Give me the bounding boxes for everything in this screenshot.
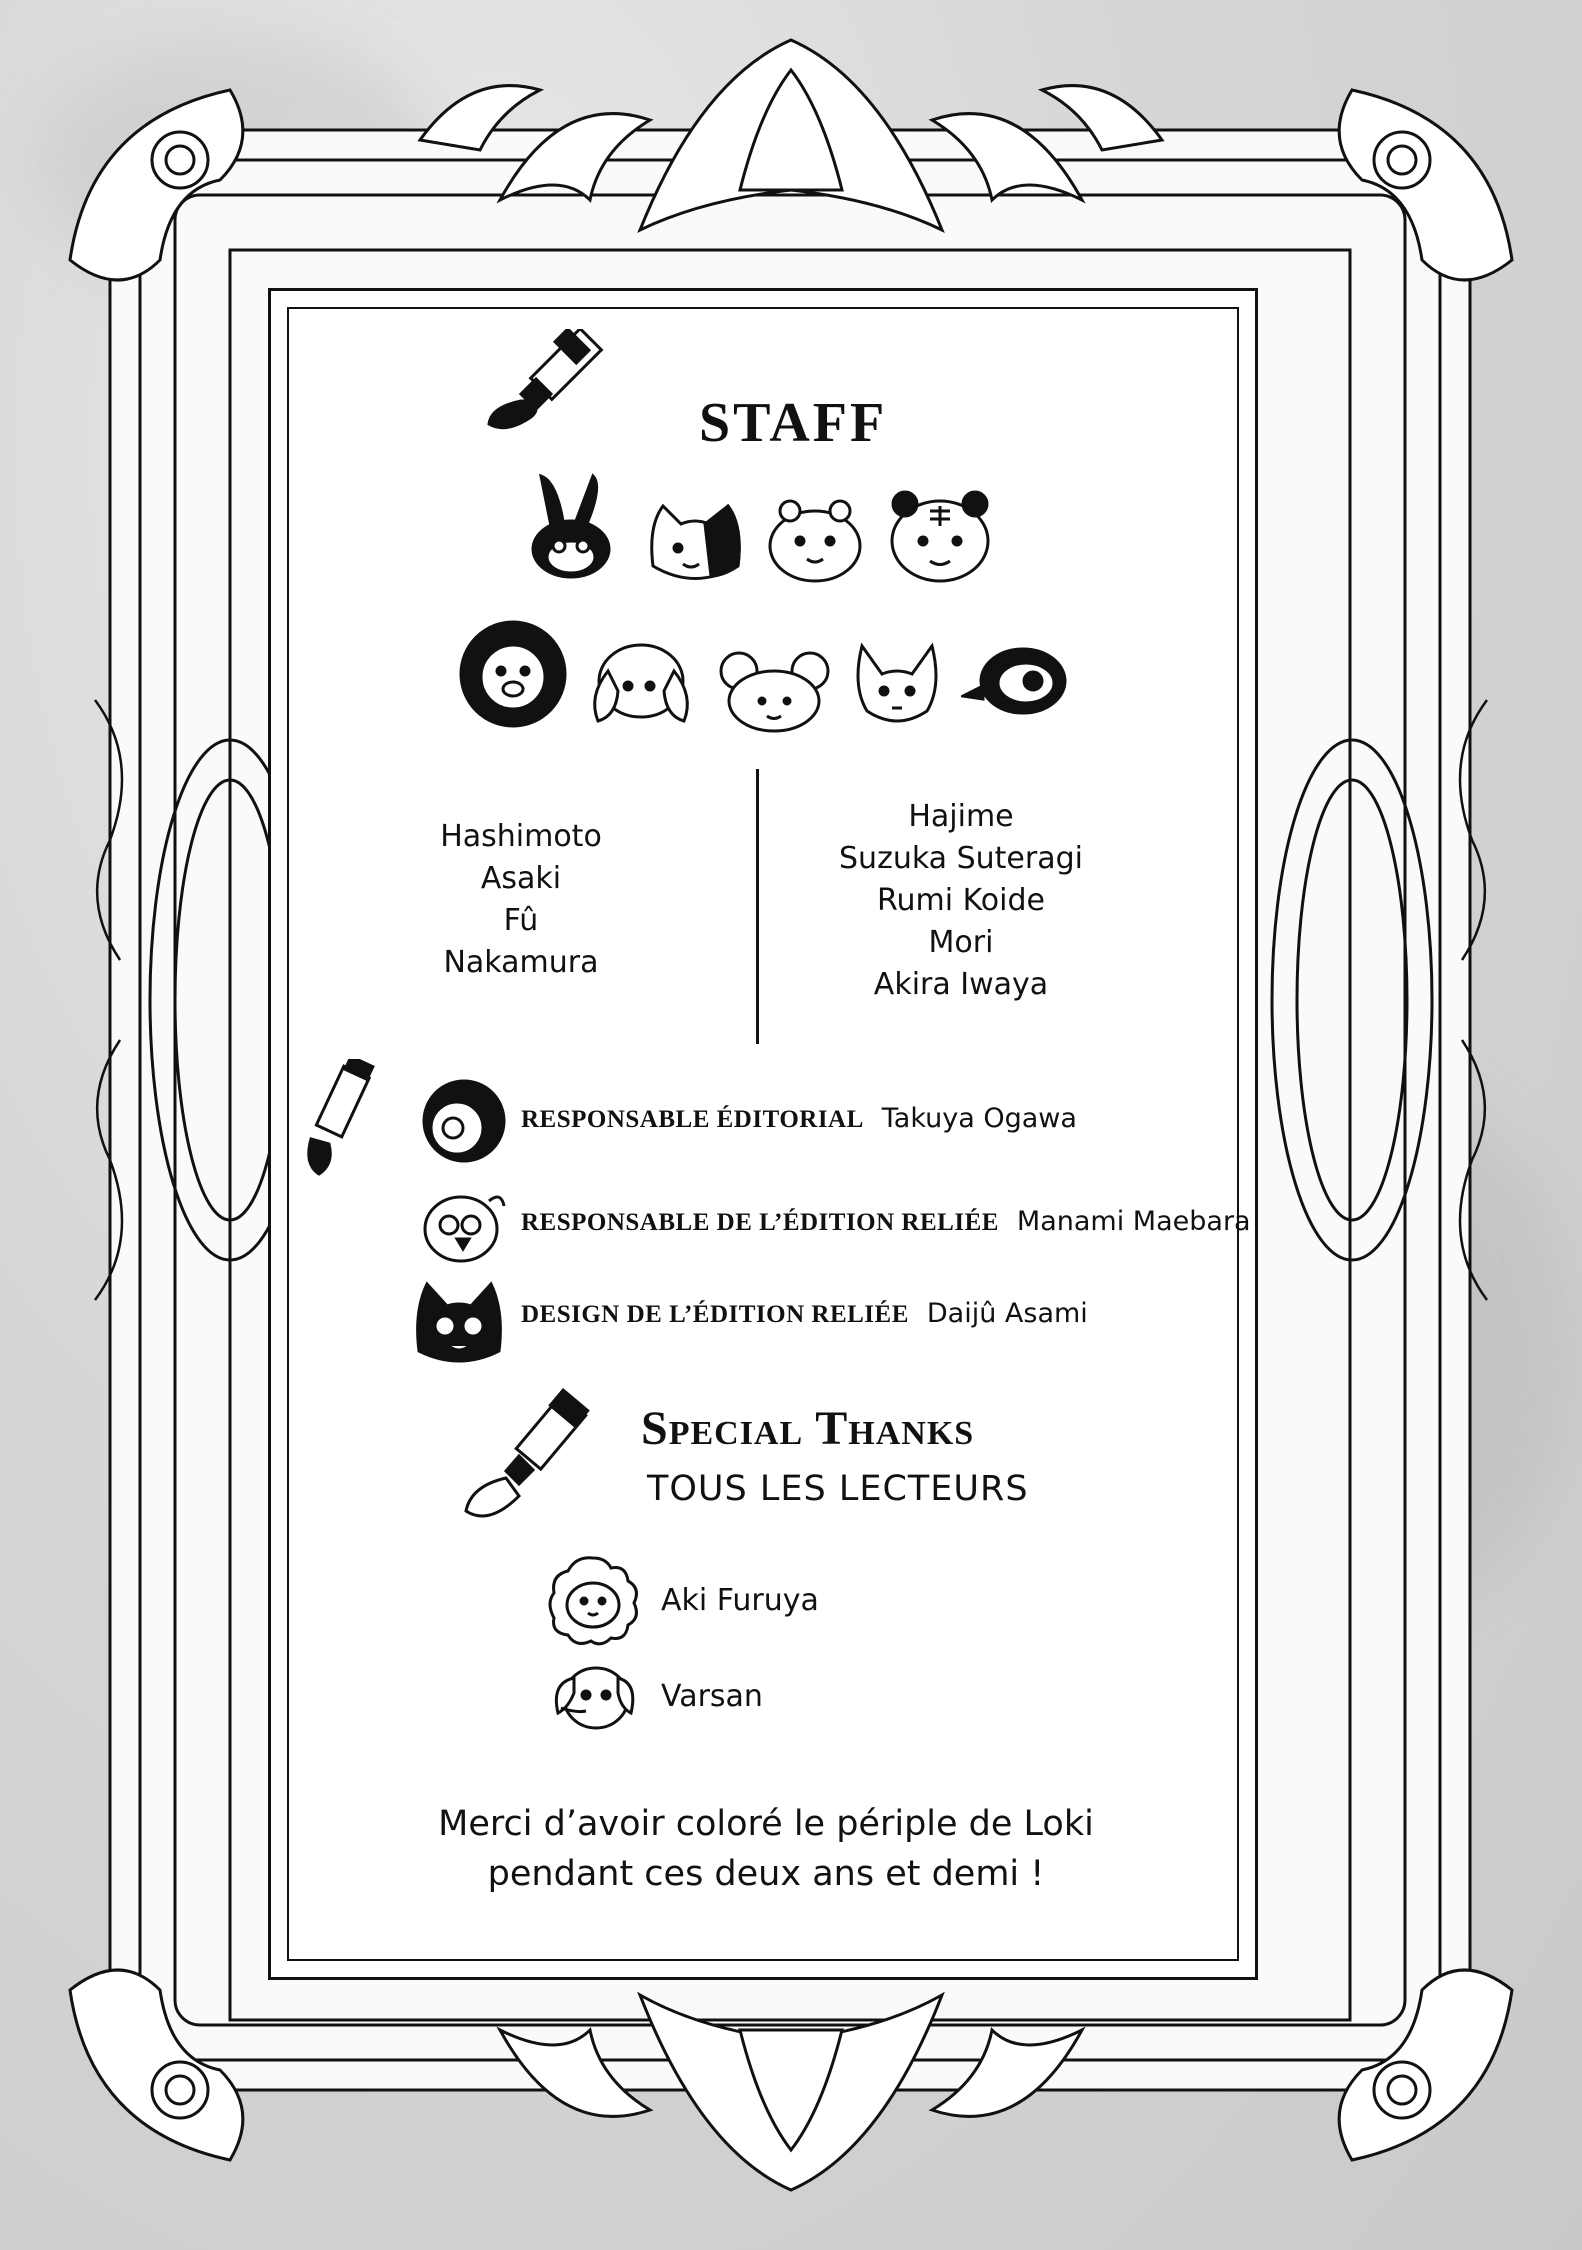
lop-rabbit-icon [586, 636, 696, 731]
hamster-icon [765, 491, 865, 586]
column-divider [756, 769, 759, 1044]
dog-icon [546, 1653, 641, 1743]
credits-panel [268, 288, 1258, 1980]
credit-row [521, 1103, 1077, 1134]
staff-name: Hashimoto [440, 819, 602, 854]
tiger-icon [885, 486, 995, 586]
mouse-icon [717, 646, 832, 736]
special-thanks-person: Aki Furuya [661, 1583, 819, 1618]
closing-line: pendant ces deux ans et demi ! [487, 1854, 1045, 1894]
staff-name: Akira Iwaya [873, 967, 1049, 1002]
staff-title: STAFF [699, 392, 888, 454]
black-cat-icon [409, 1276, 509, 1366]
credit-row [521, 1298, 1088, 1329]
paint-tube-icon [481, 329, 611, 439]
paint-tube-icon [461, 1386, 601, 1536]
staff-name: Hajime [908, 799, 1014, 834]
special-thanks-subtitle: TOUS LES LECTEURS [647, 1469, 1029, 1509]
credit-role: RESPONSABLE DE L’ÉDITION RELIÉE [521, 1209, 999, 1236]
staff-name: Fû [503, 903, 539, 938]
special-thanks-title: Special Thanks [641, 1402, 975, 1455]
credit-role: RESPONSABLE ÉDITORIAL [521, 1106, 864, 1133]
staff-names-left [381, 816, 661, 984]
staff-name: Asaki [480, 861, 562, 896]
special-thanks-person: Varsan [661, 1679, 763, 1714]
staff-name: Suzuka Suteragi [839, 841, 1083, 876]
parrot-icon [419, 1181, 509, 1266]
staff-name: Rumi Koide [877, 883, 1045, 918]
staff-name: Mori [928, 925, 994, 960]
credit-name: Daijû Asami [926, 1298, 1088, 1329]
cat-icon [643, 496, 748, 586]
credit-name: Manami Maebara [1016, 1206, 1251, 1237]
lion-icon [451, 619, 576, 729]
closing-message [351, 1799, 1181, 1899]
staff-name: Nakamura [443, 945, 599, 980]
staff-names-right [791, 796, 1131, 1006]
fox-icon [847, 636, 947, 731]
glasses-man-icon [419, 1076, 509, 1166]
credit-row [521, 1206, 1251, 1237]
closing-line: Merci d’avoir coloré le périple de Loki [438, 1804, 1094, 1844]
sheep-icon [546, 1553, 641, 1648]
bird-icon [961, 641, 1071, 721]
credit-role: DESIGN DE L’ÉDITION RELIÉE [521, 1301, 909, 1328]
credit-name: Takuya Ogawa [881, 1103, 1077, 1134]
rabbit-icon [521, 471, 621, 581]
paint-tube-icon [299, 1059, 379, 1179]
